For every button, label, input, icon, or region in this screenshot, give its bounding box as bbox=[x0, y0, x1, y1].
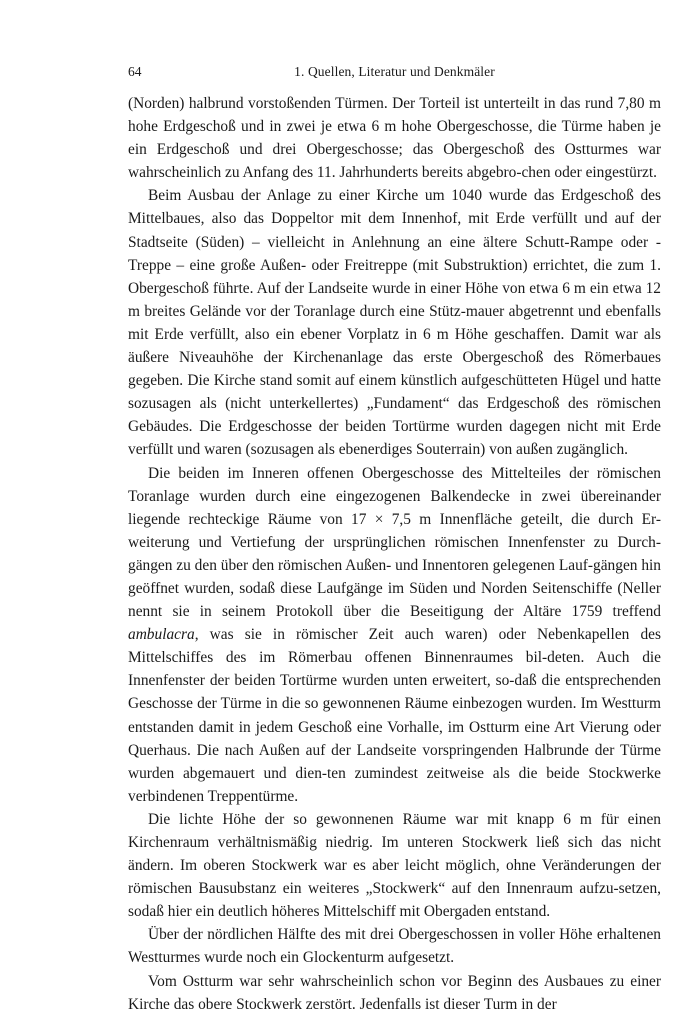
running-title: 1. Quellen, Literatur und Denkmäler bbox=[294, 64, 495, 79]
paragraph: (Norden) halbrund vorstoßenden Türmen. Der Torteil ist unterteilt in das rund 7,80 m hohe Erdgeschoß und in zwei je etwa 6 m hohe Obergeschosse, die Türme haben je ein Erdgeschoß und drei Obergeschosse; das Obergeschoß des Ostturmes war wahrscheinlich zu Anfang des 11. Jahrhunderts bereits abgebro-chen oder eingestürzt. bbox=[128, 95, 661, 182]
book-page bbox=[128, 62, 661, 1016]
latin-term: ambulacra bbox=[128, 626, 195, 644]
body-text bbox=[128, 92, 661, 1016]
page-number: 64 bbox=[128, 64, 142, 79]
paragraph: Die beiden im Inneren offenen Obergeschosse des Mittelteiles der römischen Toranlage wurden durch eine eingezogenen Balkendecke in zwei übereinander liegende rechteckige Räume von 17 × 7,5 m Innenfläche geteilt, die durch Er-weiterung und Vertiefung der ursprünglichen römischen Innenfenster zu Durch-gängen zu den über den römischen Außen- und Innentoren gelegenen Lauf-gängen hin geöffnet wurden, sodaß diese Laufgänge im Süden und Norden Seitenschiffe (Neller nennt sie in seinem Protokoll über die Beseitigung der Altäre 1759 treffend ambulacra, was sie in römischer Zeit auch waren) oder Nebenkapellen des Mittelschiffes des im Römerbau offenen Binnenraumes bil-deten. Auch die Innenfenster der beiden Tortürme wurden unten erweitert, so-daß die entsprechenden Geschosse der Türme in die so gewonnenen Räume einbezogen wurden. Im Westturm entstanden damit in jedem Geschoß eine Vorhalle, im Ostturm eine Art Vierung oder Querhaus. Die nach Außen auf der Landseite vorspringenden Halbrunde der Türme wurden abgemauert und dien-ten zumindest zeitweise als die beide Stockwerke verbindenen Treppentürme. bbox=[128, 464, 661, 805]
paragraph: Vom Ostturm war sehr wahrscheinlich schon vor Beginn des Ausbaues zu einer Kirche das obere Stockwerk zerstört. Jedenfalls ist dieser Turm in der bbox=[128, 972, 661, 1013]
running-header bbox=[128, 62, 661, 82]
paragraph: Die lichte Höhe der so gewonnenen Räume war mit knapp 6 m für einen Kirchenraum verhältnismäßig niedrig. Im unteren Stockwerk ließ sich das nicht ändern. Im oberen Stockwerk war es aber leicht möglich, ohne Veränderungen der römischen Bausubstanz ein weiteres „Stockwerk“ auf den Innenraum aufzu-setzen, sodaß hier ein deutlich höheres Mittelschiff mit Obergaden entstand. bbox=[128, 810, 661, 921]
paragraph: Beim Ausbau der Anlage zu einer Kirche um 1040 wurde das Erdgeschoß des Mittelbaues, also das Doppeltor mit dem Innenhof, mit Erde verfüllt und auf der Stadtseite (Süden) – vielleicht in Anlehnung an eine ältere Schutt-Rampe oder -Treppe – eine große Außen- oder Freitreppe (mit Substruktion) errichtet, die zum 1. Obergeschoß führte. Auf der Landseite wurde in einer Höhe von etwa 6 m ein etwa 12 m breites Gelände vor der Toranlage durch eine Stütz-mauer abgetrennt und ebenfalls mit Erde verfüllt, also ein ebener Vorplatz in 6 m Höhe geschaffen. Damit war als äußere Niveauhöhe der Kirchenanlage das erste Obergeschoß des Römerbaues gegeben. Die Kirche stand somit auf einem künstlich aufgeschütteten Hügel und hatte sozusagen als (nicht unterkellertes) „Fundament“ das Erdgeschoß des römischen Gebäudes. Die Erdgeschosse der beiden Tortürme wurden dagegen nicht mit Erde verfüllt und waren (sozusagen als ebenerdiges Souterrain) von außen zugänglich. bbox=[128, 187, 661, 459]
paragraph: Über der nördlichen Hälfte des mit drei Obergeschossen in voller Höhe erhaltenen Westturmes wurde noch ein Glockenturm aufgesetzt. bbox=[128, 926, 661, 967]
